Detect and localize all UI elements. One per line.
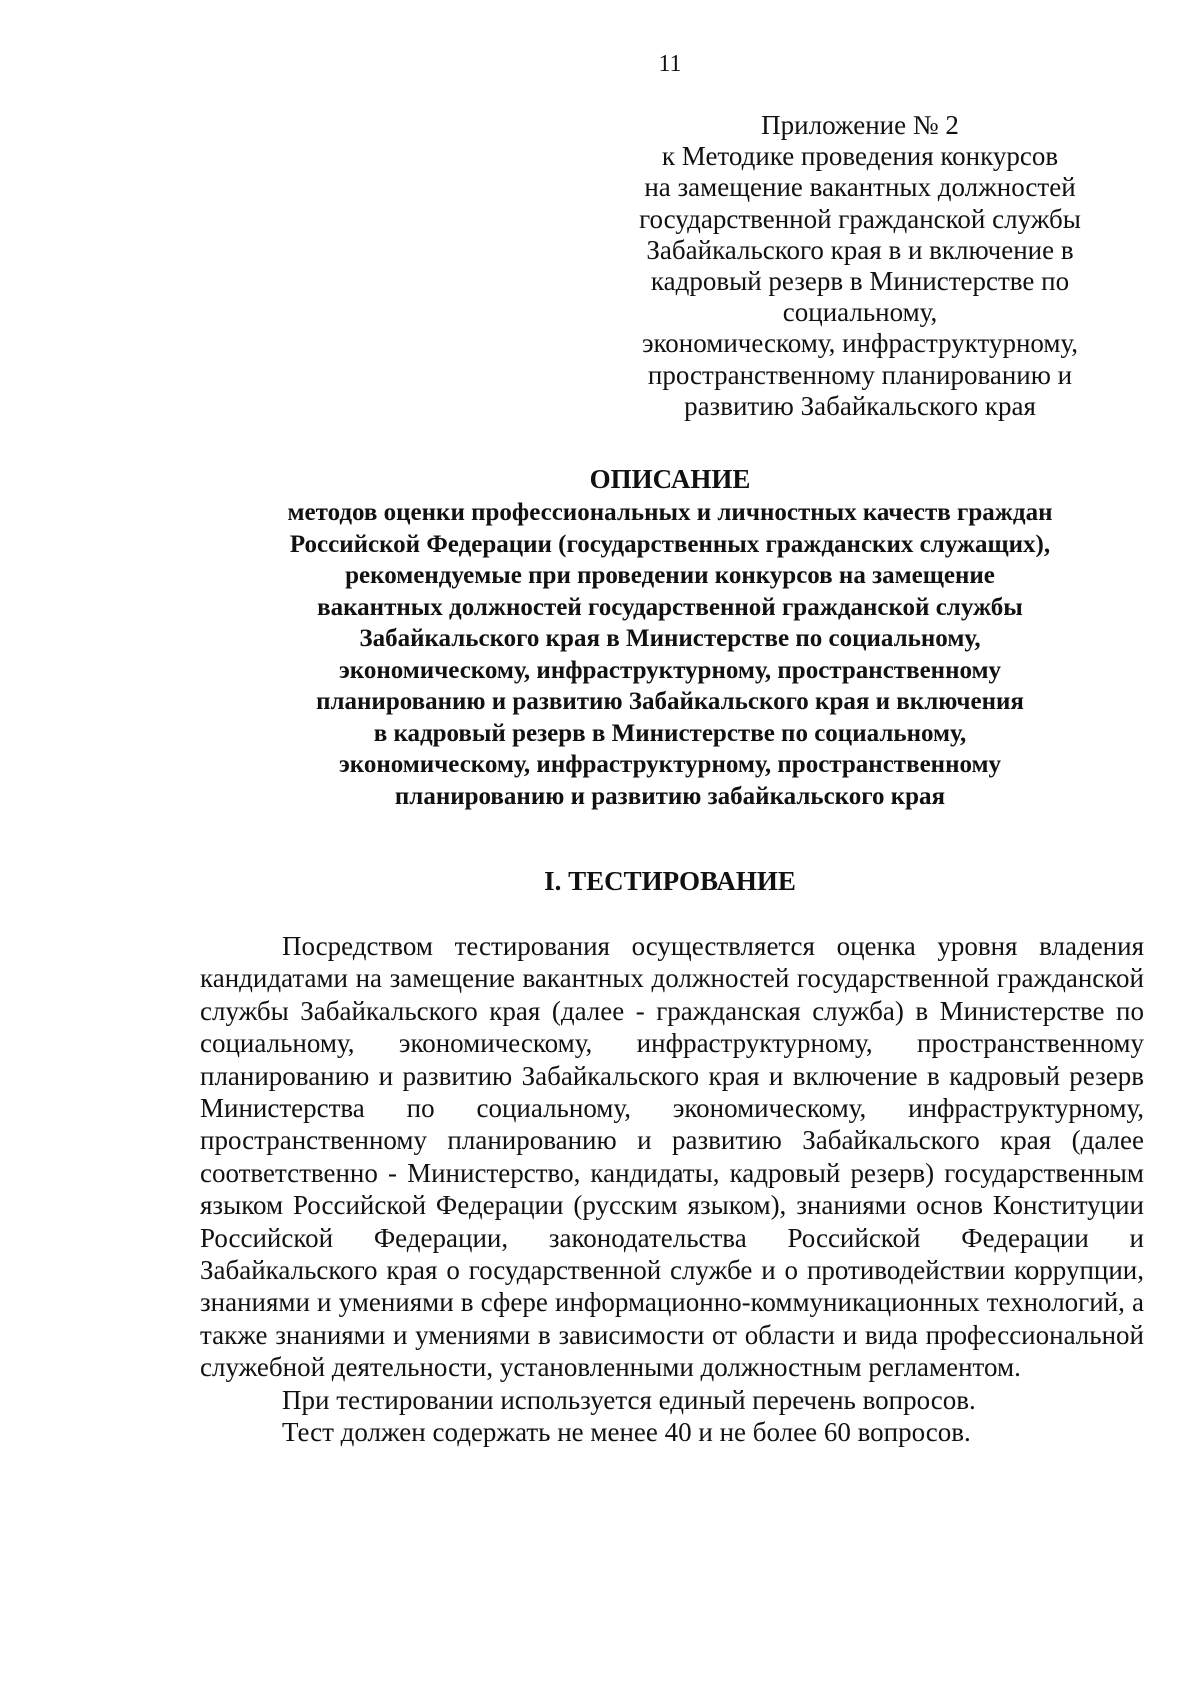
section-body — [200, 930, 1144, 1449]
title-line: планированию и развитию забайкальского края — [394, 782, 946, 810]
appendix-line: государственной гражданской службы — [639, 203, 1081, 234]
appendix-header — [620, 110, 1100, 422]
appendix-line: на замещение вакантных должностей — [644, 172, 1076, 203]
title-line: планированию и развитию Забайкальского края и включения — [316, 688, 1024, 715]
page-number: 11 — [658, 51, 682, 77]
appendix-line: Забайкальского края в и включение в — [646, 234, 1074, 265]
appendix-line: развитию Забайкальского края — [684, 390, 1036, 421]
body-paragraph: Тест должен содержать не менее 40 и не более 60 вопросов. — [282, 1417, 971, 1448]
body-paragraph: При тестировании используется единый перечень вопросов. — [282, 1384, 976, 1415]
section-heading: I. ТЕСТИРОВАНИЕ — [544, 866, 796, 896]
title-line: Забайкальского края в Министерстве по социальному, — [359, 625, 981, 652]
appendix-line: экономическому, инфраструктурному, — [641, 328, 1079, 359]
appendix-line: кадровый резерв в Министерстве по — [650, 266, 1070, 297]
body-paragraph: Посредством тестирования осуществляется оценка уровня владения кандидатами на замещение вакантных должностей государственной гражданской службы Забайкальского края (далее - гражданская служба) в Министерстве по социальному, экономическому, инфраструктурному, пространственному планированию и развитию Забайкальского края и включение в кадровый резерв Министерства по социальному, экономическому, инфраструктурному, пространственному планированию и развитию Забайкальского края (далее соответственно - Министерство, кандидаты, кадровый резерв) государственным языком Российской Федерации (русским языком), знаниями основ Конституции Российской Федерации, законодательства Российской Федерации и Забайкальского края о государственной службе и о противодействии коррупции, знаниями и умениями в сфере информационно-коммуникационных технологий, а также знаниями и умениями в зависимости от области и вида профессиональной служебной деятельности, установленными должностным регламентом. — [200, 931, 1144, 1383]
appendix-line: социальному, — [782, 297, 938, 328]
title-line: вакантных должностей государственной гражданской службы — [317, 593, 1023, 621]
title-line: в кадровый резерв в Министерстве по социальному, — [373, 719, 967, 747]
title-line: Российской Федерации (государственных гражданских служащих), — [289, 530, 1051, 558]
title-line: рекомендуемые при проведении конкурсов на замещение — [345, 562, 995, 589]
title-line: методов оценки профессиональных и личностных качеств граждан — [287, 499, 1053, 526]
appendix-line: к Методике проведения конкурсов — [661, 141, 1059, 172]
document-title — [200, 462, 1140, 812]
title-main: ОПИСАНИЕ — [589, 464, 751, 494]
title-line: экономическому, инфраструктурному, пространственному — [338, 656, 1002, 684]
title-line: экономическому, инфраструктурному, пространственному — [338, 751, 1002, 778]
appendix-line: Приложение № 2 — [761, 110, 959, 140]
appendix-line: пространственному планированию и — [647, 359, 1073, 390]
